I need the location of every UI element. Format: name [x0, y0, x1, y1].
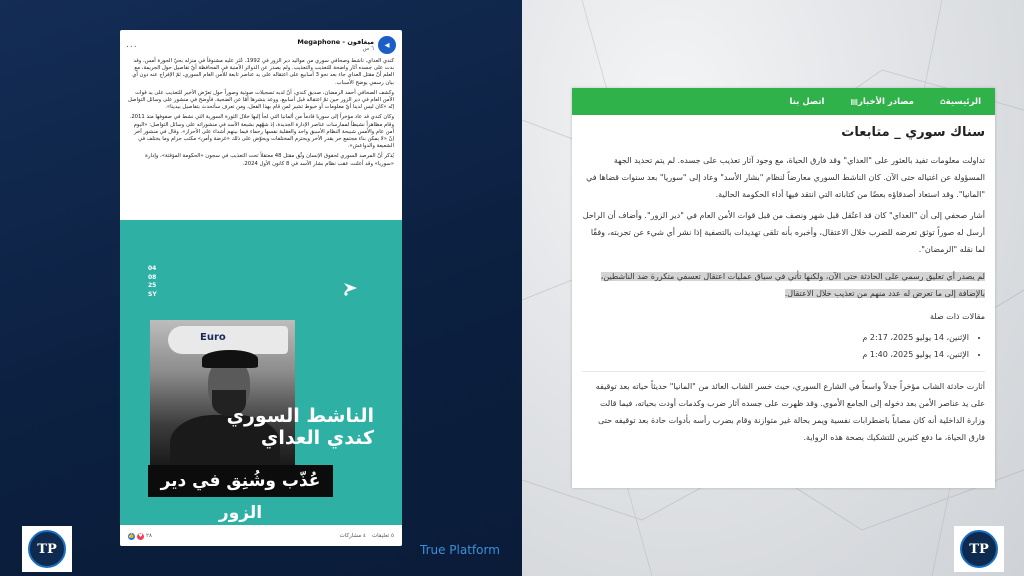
facebook-post [120, 30, 402, 546]
post-paragraph: كندي العداي، ناشط وصحافي سوري من مواليد دير الزور في 1992، عُثر عليه مشنوقاً في منزله بحيّ الجورة أمس، وقد بدت على جسده آثار واضحة للتعذيب والتعذيب. ولم يصدر عن الدوائر الأمنية في المحافظة أيّ تفاصيل حول الجريمة، مع العلم أنّ مقتل العداي جاء بعد نحو 3 أسابيع على اعتقاله على يد عناصر تابعة للأمن العام السوري، ثمّ الإفراج عنه دون أي بيان رسمي يوضح الأسباب. [132, 58, 394, 86]
page-name[interactable]: Megaphone - ميغافون [297, 38, 374, 46]
post-time[interactable]: ٦ س [362, 46, 374, 52]
related-articles-list [582, 329, 985, 363]
image-date [148, 265, 157, 299]
article-paragraph-1: تداولت معلومات تفيد بالعثور على "العداي" وقد فارق الحياة، مع وجود آثار تعذيب على جسده. لم يتم تحديد الجهة المسؤولة عن اغتياله حتى الآن. كان الناشط السوري معارضاً لنظام "بشار الأسد" وعاد إلى "سوريا" بعد سنوات قضاها في "المانيا". وقد استعاد أصدقاؤه بعضًا من كتاباته التي انتقد فيها أداء الحكومة الحالية. [586, 156, 985, 199]
heart-icon: ♥ [138, 533, 143, 539]
article-title: سناك سوري _ متابعات [841, 125, 985, 140]
megaphone-icon: ◂ [384, 39, 390, 51]
nav-contact-label: اتصل بنا [789, 96, 825, 107]
related-articles-title: مقالات ذات صلة [930, 312, 985, 321]
like-icon: 👍 [128, 533, 135, 539]
post-image[interactable] [120, 220, 402, 525]
nav-news-sources-label: مصادر الأخبار [857, 96, 914, 107]
date-line: 08 [148, 273, 157, 281]
post-paragraph: يُذكر أنّ المرصد السوري لحقوق الإنسان وثّق مقتل 48 معتقلاً تحت التعذيب في سجون «الحكومة المؤقتة»، وإدارة «سوريا» وقد أعلنت عقب نظام بشار الأسد في 8 كانون الأول 2024. [145, 153, 394, 167]
news-website [572, 88, 995, 488]
shares-count[interactable]: ٤ مشاركات [339, 533, 366, 539]
article-paragraph-2: أشار صحفي إلى أن "العداي" كان قد اعتُقل قبل شهر ونصف من قبل قوات الأمن العام في "دير الزور". وأضاف أن الراحل أرسل له صوراً توثق تعرضه للضرب خلال الاعتقال، وأخبره بأنه تلقى تهديدات بالتصفية إذا نشر أي شيء عن تجربته، وفقًا لما نقله "الرمضان". [582, 211, 985, 254]
post-paragraph: وكشف الصحافي أحمد الرمضان، صديق كندي، أنّ لديه تسجيلات صوتية وصوراً حول تعرّض الأخير للتعذيب على يد قوات الأمن العام في دير الزور حين تمّ اعتقاله قبل أسابيع، ووعد بنشرها أمّا عن الضحية، فأوضح في منشور على وسائل التواصل إنّه «كان ليس لدينا أيّ معلومات أو خيوط تشير لمن قام بهذا الفعل، ومن تعرف سأتحدث بتفاصيل بيدينا». [128, 89, 394, 111]
person-cap [202, 350, 258, 368]
brand-text: True Platform [420, 543, 500, 557]
post-text [120, 56, 402, 168]
post-header [120, 30, 402, 56]
article-paragraph-3-wrap [582, 268, 985, 302]
true-platform-logo-right [954, 526, 1004, 572]
related-article-item[interactable]: • الإثنين، 14 يوليو 2025، 2:17 م [582, 329, 969, 346]
date-line: SY [148, 290, 157, 298]
airplane-text: Euro [200, 332, 226, 343]
reactions[interactable] [128, 533, 152, 540]
post-footer [120, 526, 402, 546]
nav-home[interactable] [936, 97, 981, 107]
article-paragraph-3-highlighted: لم يصدر أي تعليق رسمي على الحادثة حتى الآن، ولكنها تأتي في سياق عمليات اعتقال تعسفي متكررة ضد الناشطين، بالإضافة إلى ما تعرض له عدد منهم من تعذيب خلال الاعتقال. [600, 272, 985, 298]
image-headline-2: كندي العداي [260, 427, 374, 449]
true-platform-logo-left [22, 526, 72, 572]
home-icon: ⌂ [939, 97, 946, 106]
divider [582, 371, 985, 372]
more-options-icon[interactable]: ... [126, 40, 138, 50]
post-paragraph: وكان كندي قد عاد مؤخراً إلى سوريا قادماً من ألمانيا التي لجأ إليها خلال الثورة السورية التي نشط في صفوفها منذ 2011. وقام مظاهراً نشيطاً لممارسات عناصر الإدارة الجديدة، إذ شهّهم بشيعة الأسد في منشوراته على وسائل التواصل: «اليوم أمن عام والأمس شبيحة النظام الأسبق واحد والعقلية نفسها رحماء فيما بينهم أشداء على الأحرار». وقال في منشور آخر إنّ «لا يمكن بناء مجتمع حر يقدر الأخر ويحترم المختلفات ويحوّض على ذلك «غرضة وأمن» مكتب جرام وما يختلف في الشعيعة والدواعش». [129, 114, 394, 150]
page-avatar[interactable] [378, 36, 396, 54]
image-headline-3: عُذّب وشُنِق في دير الزور [148, 465, 333, 497]
article-body [572, 125, 995, 446]
tp-logo-icon: TP [28, 530, 66, 568]
nav-home-label: الرئيسية [945, 96, 981, 107]
megaphone-logo-icon [342, 280, 360, 296]
site-navbar [572, 88, 995, 115]
nav-news-sources[interactable] [846, 97, 914, 107]
article-paragraph-4: أثارت حادثة الشاب مؤخراً جدلاً واسعاً في الشارع السوري، حيث خسر الشاب العائد من "المانيا" حديثاً حياته بعد توقيفه على يد عناصر الأمن بعد دخوله إلى الجامع الأموي. وقد ظهرت على جسده آثار ضرب وكدمات أودت بحياته، فيما قالت وزارة الداخلية أنه كان مصاباً باضطرابات نفسية ويمر بحالة غير متوازنة وقام بضرب رأسه بأدوات حادة بعد توقيفه حتى فارق الحياة، ما دفع كثيرين للتشكيك بصحة هذه الرواية. [595, 382, 985, 442]
newspaper-icon: ▤ [850, 97, 858, 106]
comments-count[interactable]: ٥ تعليقات [371, 533, 394, 539]
date-line: 04 [148, 265, 157, 272]
tp-logo-icon: TP [960, 530, 998, 568]
date-line: 25 [148, 282, 157, 289]
related-article-item[interactable]: • الإثنين، 14 يوليو 2025، 1:40 م [582, 346, 969, 363]
nav-contact[interactable] [790, 97, 825, 107]
reactions-count: ٢٨ [146, 533, 152, 539]
image-headline-1: الناشط السوري [226, 405, 374, 427]
